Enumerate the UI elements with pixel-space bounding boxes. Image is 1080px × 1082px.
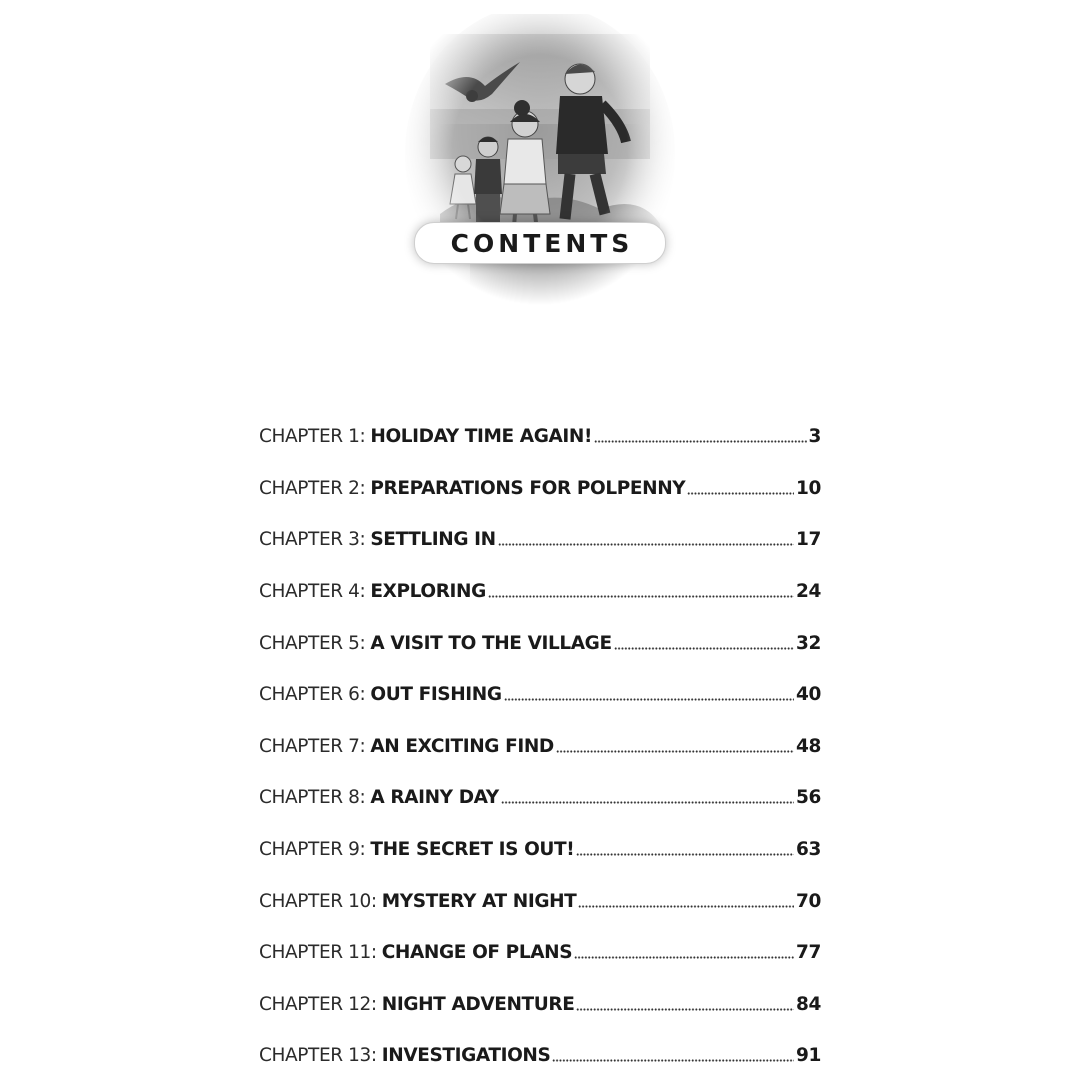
chapter-title: INVESTIGATIONS [381, 1045, 551, 1067]
chapter-title: NIGHT ADVENTURE [381, 993, 575, 1015]
chapter-title: HOLIDAY TIME AGAIN! [370, 426, 593, 448]
table-of-contents [259, 411, 821, 1082]
page-number: 63 [796, 839, 821, 861]
toc-entry-11[interactable] [259, 927, 821, 979]
chapter-label: CHAPTER 3: [259, 529, 366, 551]
toc-entry-9[interactable] [259, 824, 821, 876]
chapter-title: MYSTERY AT NIGHT [381, 890, 577, 912]
chapter-title: THE SECRET IS OUT! [370, 839, 575, 861]
children-running-illustration [400, 14, 680, 314]
chapter-label: CHAPTER 10: [259, 890, 377, 912]
page-number: 48 [796, 735, 821, 757]
toc-entry-2[interactable] [259, 463, 821, 515]
dot-leader [574, 956, 794, 959]
dot-leader [614, 647, 794, 650]
dot-leader [498, 543, 794, 546]
page-number: 56 [796, 787, 821, 809]
page-number: 10 [796, 477, 821, 499]
page-number: 84 [796, 993, 821, 1015]
toc-entry-10[interactable] [259, 875, 821, 927]
dot-leader [552, 1059, 794, 1062]
dot-leader [578, 905, 794, 908]
chapter-label: CHAPTER 6: [259, 684, 366, 706]
dot-leader [556, 750, 794, 753]
chapter-label: CHAPTER 13: [259, 1045, 377, 1067]
page-number: 32 [796, 632, 821, 654]
chapter-label: CHAPTER 4: [259, 581, 366, 603]
toc-entry-5[interactable] [259, 617, 821, 669]
page-title: CONTENTS [450, 228, 634, 258]
dot-leader [504, 698, 794, 701]
chapter-label: CHAPTER 9: [259, 839, 366, 861]
toc-entry-3[interactable] [259, 514, 821, 566]
chapter-title: SETTLING IN [370, 529, 496, 551]
toc-entry-7[interactable] [259, 721, 821, 773]
dot-leader [488, 595, 794, 598]
chapter-title: PREPARATIONS FOR POLPENNY [370, 477, 686, 499]
page-number: 70 [796, 890, 821, 912]
chapter-label: CHAPTER 2: [259, 477, 366, 499]
chapter-label: CHAPTER 5: [259, 632, 366, 654]
dot-leader [594, 440, 807, 443]
page-number: 40 [796, 684, 821, 706]
page-number: 17 [796, 529, 821, 551]
chapter-label: CHAPTER 8: [259, 787, 366, 809]
toc-entry-1[interactable] [259, 411, 821, 463]
dot-leader [687, 492, 794, 495]
chapter-label: CHAPTER 1: [259, 426, 366, 448]
page-number: 77 [796, 942, 821, 964]
chapter-label: CHAPTER 11: [259, 942, 377, 964]
page-number: 91 [796, 1045, 821, 1067]
toc-entry-4[interactable] [259, 566, 821, 618]
chapter-title: A VISIT TO THE VILLAGE [370, 632, 612, 654]
chapter-title: AN EXCITING FIND [370, 735, 554, 757]
dot-leader [576, 853, 794, 856]
toc-entry-6[interactable] [259, 669, 821, 721]
toc-entry-13[interactable] [259, 1030, 821, 1082]
chapter-label: CHAPTER 12: [259, 993, 377, 1015]
chapter-title: EXPLORING [370, 581, 486, 603]
page-number: 24 [796, 581, 821, 603]
dot-leader [576, 1008, 794, 1011]
contents-banner [414, 222, 666, 264]
chapter-title: A RAINY DAY [370, 787, 499, 809]
chapter-label: CHAPTER 7: [259, 735, 366, 757]
toc-entry-8[interactable] [259, 772, 821, 824]
chapter-title: CHANGE OF PLANS [381, 942, 573, 964]
dot-leader [501, 801, 794, 804]
page-number: 3 [808, 426, 821, 448]
toc-entry-12[interactable] [259, 979, 821, 1031]
chapter-title: OUT FISHING [370, 684, 502, 706]
